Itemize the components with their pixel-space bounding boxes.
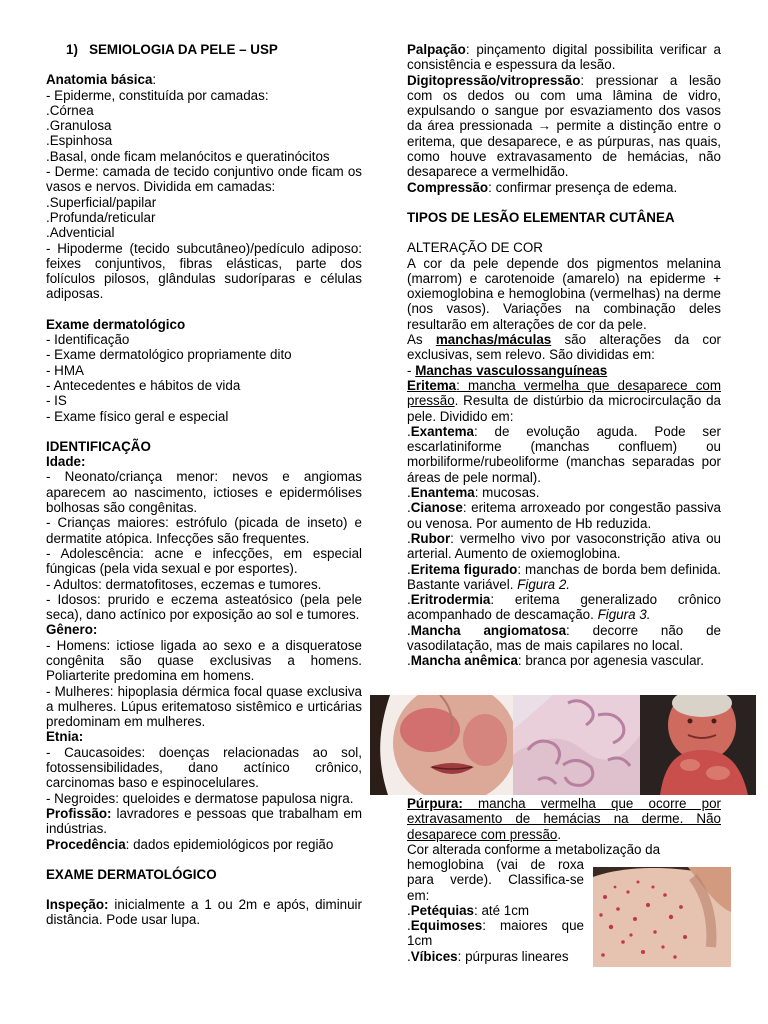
figurate-erythema-photo <box>513 695 640 795</box>
exam-item: - IS <box>46 393 67 409</box>
color-change-heading: ALTERAÇÃO DE COR <box>407 240 543 256</box>
erythema-item: .Eritema figurado: manchas de borda bem definida. Bastante variável. Figura 2. <box>407 561 721 592</box>
compression-text: Compressão: confirmar presença de edema. <box>407 179 678 195</box>
gender-item: - Homens: ictiose ligada ao sexo e a disqueratose congênita são quase exclusivas a homens. Poliarterite predomina em homens. <box>46 637 362 684</box>
right-column <box>407 42 721 669</box>
age-item: - Crianças maiores: estrófulo (picada de inseto) e dermatite atópica. Infecções são frequentes. <box>46 515 362 546</box>
age-item: - Idosos: prurido e eczema asteatósico (pela pele seca), dano actínico por exposição ao sol e tumores. <box>46 591 362 623</box>
purpura-classification <box>407 857 584 964</box>
vascular-heading: - Manchas vasculossanguíneas <box>407 362 608 378</box>
petechiae-item: .Petéquias: até 1cm <box>407 902 530 918</box>
ecchymosis-item: .Equimoses: maiores que 1cm <box>407 918 584 949</box>
rubor-face-photo <box>370 695 513 795</box>
ethnicity-item: - Negroides: queloides e dermatose papulosa nigra. <box>46 790 354 806</box>
exam-item: - HMA <box>46 362 84 378</box>
document-title: 1) SEMIOLOGIA DA PELE – USP <box>66 42 278 57</box>
exam-item: - Identificação <box>46 332 130 348</box>
derme-line: .Superficial/papilar <box>46 194 157 210</box>
erythema-text: Eritema: mancha vermelha que desaparece com pressão. Resulta de distúrbio da microcirculação da pele. Dividido em: <box>407 377 721 424</box>
erythema-item: .Mancha angiomatosa: decorre não de vasodilatação, mas de mais capilares no local. <box>407 622 721 653</box>
left-column <box>46 42 362 928</box>
erythema-item: .Eritrodermia: eritema generalizado crônico acompanhado de descamação. Figura 3. <box>407 592 721 623</box>
anatomy-line: .Espinhosa <box>46 133 113 149</box>
ethnicity-item: - Caucasoides: doenças relacionadas ao sol, fotossensibilidades, dano actínico crônico, carcinomas baso e espinocelulares. <box>46 744 362 791</box>
erythema-item: .Mancha anêmica: branca por agenesia vascular. <box>407 653 705 669</box>
color-altered-line: Cor alterada conforme a metabolização da <box>407 841 661 857</box>
erythema-item: .Rubor: vermelho vivo por vasoconstrição ativa ou arterial. Aumento de oxiemoglobina. <box>407 530 721 562</box>
erythema-item: .Exantema: de evolução aguda. Pode ser escarlatiniforme (manchas confluem) ou morbiliforme/rubeoliforme (manchas separadas por áreas de pele normal). <box>407 423 721 485</box>
palpation-text: Palpação: pinçamento digital possibilita verificar a consistência e espessura da lesão. <box>407 42 721 73</box>
exam-heading: Exame dermatológico <box>46 316 186 332</box>
purpura-text: Púrpura: mancha vermelha que ocorre por extravasamento de hemácias na derme. Não desaparece com pressão. Cor alterada conforme a metabolização da <box>407 796 721 857</box>
origin-text: Procedência: dados epidemiológicos por região <box>46 836 334 852</box>
anatomy-line: .Córnea <box>46 102 94 118</box>
anatomy-heading: Anatomia básica: <box>46 72 157 88</box>
derme-text: - Derme: camada de tecido conjuntivo onde ficam os vasos e nervos. Dividida em camadas: <box>46 164 362 195</box>
erythroderma-photo <box>640 695 756 795</box>
gender-heading: Gênero: <box>46 622 98 638</box>
exam-item: - Antecedentes e hábitos de vida <box>46 377 241 393</box>
erythema-item: .Enantema: mucosas. <box>407 485 540 501</box>
profession-text: Profissão: lavradores e pessoas que trabalham em indústrias. <box>46 805 362 837</box>
inspection-text: Inspeção: inicialmente a 1 ou 2m e após, diminuir distância. Pode usar lupa. <box>46 897 362 928</box>
age-item: - Adolescência: acne e infecções, em especial fúngicas (pela vida sexual e por esportes). <box>46 545 362 577</box>
ethnicity-heading: Etnia: <box>46 729 84 745</box>
lesion-types-heading: TIPOS DE LESÃO ELEMENTAR CUTÂNEA <box>407 209 675 225</box>
digitopressure-text: Digitopressão/vitropressão: pressionar a lesão com os dedos ou com uma lâmina de vidro, expulsando o sangue por esvaziamento dos vasos da área pressionada → permite a distinção entre o eritema, que desaparece, e as púrpuras, nas quais, como houve extravasamento de hemácias, não desaparece a vermelhidão. <box>407 72 721 180</box>
petechiae-photo <box>593 867 731 967</box>
erythema-item: .Cianose: eritema arroxeado por congestão passiva ou venosa. Por aumento de Hb reduzida. <box>407 500 721 531</box>
identification-heading: IDENTIFICAÇÃO <box>46 438 151 454</box>
anatomy-line: .Granulosa <box>46 118 112 134</box>
dermatologic-exam-heading: EXAME DERMATOLÓGICO <box>46 866 217 882</box>
vibices-item: .Víbices: púrpuras lineares <box>407 948 569 964</box>
exam-item: - Exame físico geral e especial <box>46 408 229 424</box>
age-item: - Neonato/criança menor: nevos e angiomas aparecem ao nascimento, ictioses e epidermólises bolhosas são congênitas. <box>46 469 362 516</box>
color-paragraph: A cor da pele depende dos pigmentos melanina (marrom) e carotenoide (amarelo) na epiderme + oxiemoglobina e hemoglobina (vermelhas) na derme (nos vasos). Variações na combinação deles resultarão em alterações de cor da pele. <box>407 255 721 332</box>
gender-item: - Mulheres: hipoplasia dérmica focal quase exclusiva a mulheres. Lúpus eritematoso sistêmico e urticárias predominam em mulheres. <box>46 683 362 730</box>
anatomy-line: - Epiderme, constituída por camadas: <box>46 87 269 103</box>
derme-line: .Adventicial <box>46 225 115 241</box>
hipoderme-text: - Hipoderme (tecido subcutâneo)/pedículo adiposo: feixes conjuntivos, fibras elásticas, parte dos folículos pilosos, glândulas sudoríparas e células adiposas. <box>46 240 362 302</box>
age-item: - Adultos: dermatofitoses, eczemas e tumores. <box>46 576 322 592</box>
hemoglobin-text: hemoglobina (vai de roxa para verde). Classifica-se em: <box>407 857 584 903</box>
age-heading: Idade: <box>46 454 86 470</box>
anatomy-line: .Basal, onde ficam melanócitos e queratinócitos <box>46 148 330 164</box>
exam-item: - Exame dermatológico propriamente dito <box>46 347 292 363</box>
macules-text: As manchas/máculas são alterações da cor exclusivas, sem relevo. São divididas em: <box>407 332 721 363</box>
derme-line: .Profunda/reticular <box>46 209 156 225</box>
